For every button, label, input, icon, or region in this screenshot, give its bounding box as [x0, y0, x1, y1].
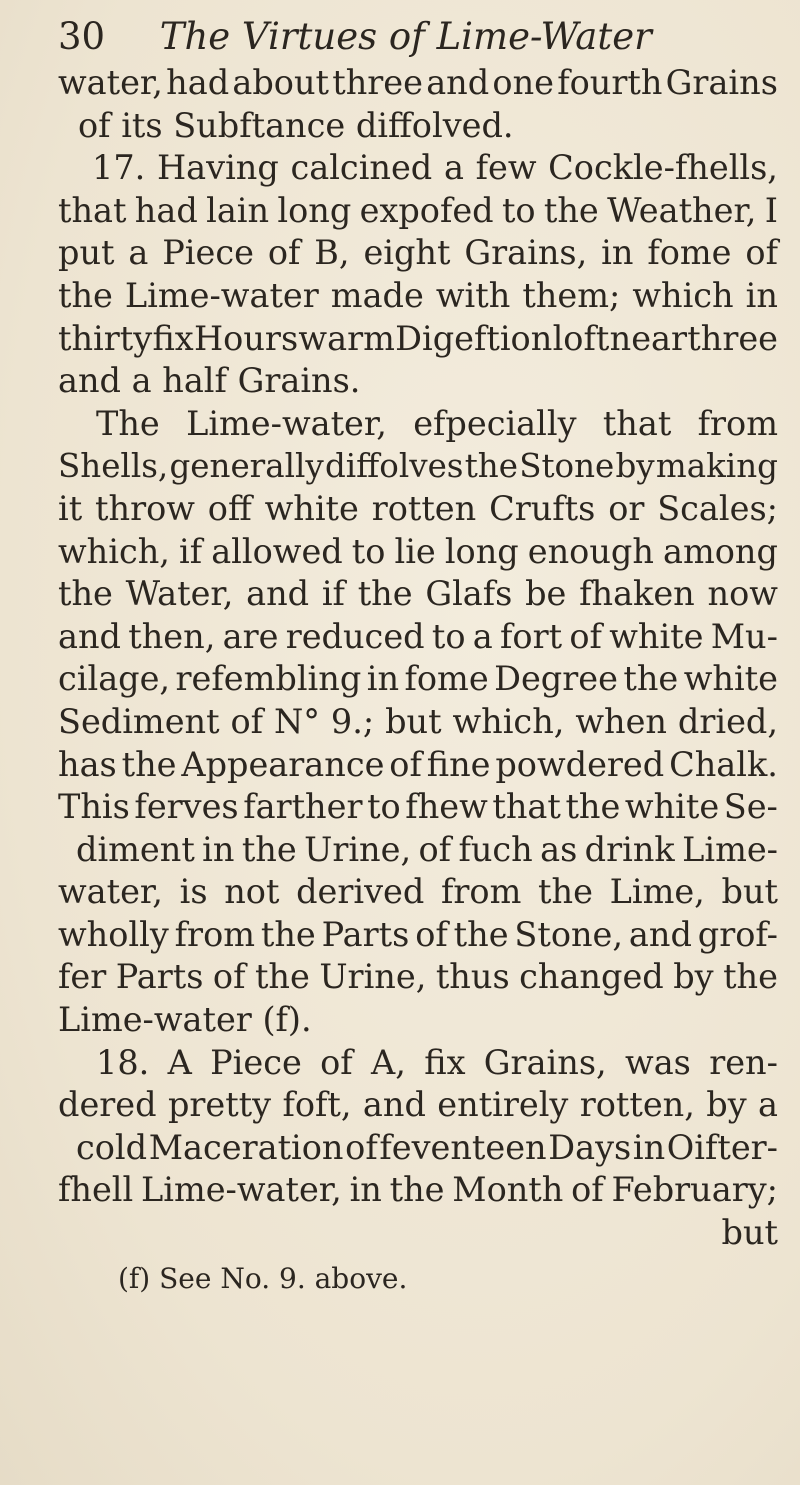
text-line: wholly from the Parts of the Stone, and grof-: [58, 914, 778, 954]
page-body: [58, 62, 778, 1255]
text-line: water, is not derived from the Lime, but: [58, 872, 778, 912]
text-line: which, if allowed to lie long enough among: [58, 531, 778, 571]
text-line: has the Appearance of fine powdered Chalk.: [58, 744, 778, 784]
text-line: diment in the Urine, of fuch as drink Lime-: [76, 829, 778, 869]
text-line: Sediment of N° 9.; but which, when dried,: [58, 701, 778, 741]
catchword: but: [721, 1213, 778, 1253]
text-line: This ferves farther to fhew that the white Se-: [58, 787, 778, 827]
text-line: 17. Having calcined a few Cockle-fhells,: [92, 148, 778, 188]
text-line: the Water, and if the Glafs be fhaken now: [58, 574, 778, 614]
running-header: [58, 12, 758, 62]
text-line: fer Parts of the Urine, thus changed by the: [58, 957, 778, 997]
running-title: The Virtues of Lime-Water: [159, 15, 652, 58]
page-number: 30: [58, 15, 106, 58]
text-line: The Lime-water, efpecially that from: [96, 403, 778, 443]
text-line: Shells, generally diffolves the Stone by making: [58, 447, 778, 486]
text-line: 18. A Piece of A, fix Grains, was ren-: [96, 1042, 778, 1082]
text-line: the Lime-water made with them; which in: [58, 275, 778, 315]
text-line: it throw off white rotten Crufts or Scales;: [58, 488, 778, 528]
text-line: fhell Lime-water, in the Month of February;: [58, 1170, 778, 1210]
text-line: thirty fix Hours warm Digeftion loft near three: [58, 318, 778, 358]
text-line: and then, are reduced to a fort of white Mu-: [58, 616, 778, 656]
text-line: put a Piece of B, eight Grains, in fome of: [58, 233, 778, 273]
text-line: of its Subftance diffolved.: [78, 105, 514, 145]
text-line: cold Maceration of feventeen Days in Oifter-: [76, 1127, 778, 1167]
text-line: Lime-water (f).: [58, 1000, 312, 1040]
text-line: that had lain long expofed to the Weather, I: [58, 190, 778, 230]
text-line: and a half Grains.: [58, 361, 361, 401]
text-line: cilage, refembling in fome Degree the white: [58, 659, 778, 699]
text-line: dered pretty foft, and entirely rotten, by a: [58, 1085, 778, 1125]
footnote: (f) See No. 9. above.: [118, 1262, 408, 1295]
text-line: water, had about three and one fourth Grains: [58, 63, 778, 102]
